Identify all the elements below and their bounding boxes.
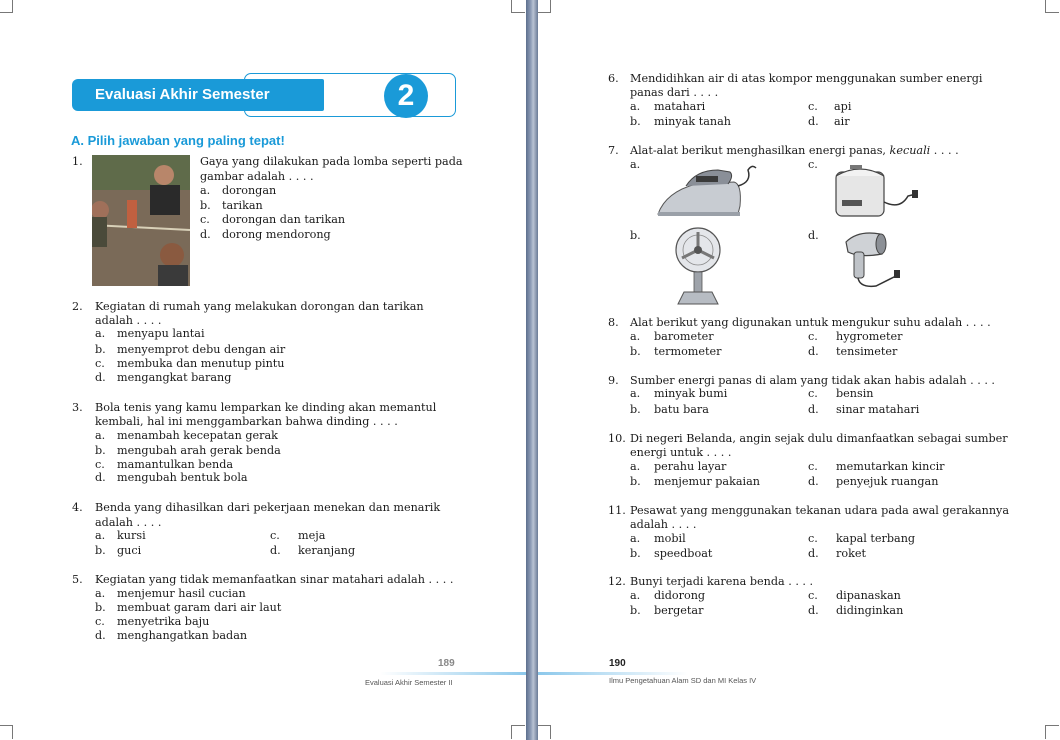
q2-line2: adalah . . . . [95, 314, 162, 327]
q8-opt-d: tensimeter [836, 345, 898, 358]
q2-opt-b-label: b. [95, 343, 106, 356]
crop-mark [0, 725, 13, 739]
q1-line2: gambar adalah . . . . [200, 170, 314, 183]
q5-opt-b: membuat garam dari air laut [117, 601, 282, 614]
q8-line1: Alat berikut yang digunakan untuk mengukur suhu adalah . . . . [630, 316, 991, 329]
q8-opt-a-label: a. [630, 330, 641, 343]
q6-opt-d: air [834, 115, 850, 128]
q6-opt-a-label: a. [630, 100, 641, 113]
q4-number: 4. [72, 501, 83, 514]
q2-opt-d-label: d. [95, 371, 106, 384]
q10-opt-c-label: c. [808, 460, 818, 473]
q2-line1: Kegiatan di rumah yang melakukan dorongan dan tarikan [95, 300, 424, 313]
q12-line1: Bunyi terjadi karena benda . . . . [630, 575, 814, 588]
q8-opt-a: barometer [654, 330, 714, 343]
footer-right: Ilmu Pengetahuan Alam SD dan MI Kelas IV [609, 676, 757, 685]
footer-line [380, 672, 526, 675]
q11-number: 11. [608, 504, 626, 517]
q4-opt-a-label: a. [95, 529, 106, 542]
q3-opt-c: mamantulkan benda [117, 458, 234, 471]
q11-opt-a: mobil [654, 532, 686, 545]
q10-line2: energi untuk . . . . [630, 446, 732, 459]
footer-line [538, 672, 688, 675]
q8-opt-b: termometer [654, 345, 722, 358]
q9-opt-b-label: b. [630, 403, 641, 416]
page-number-left: 189 [438, 658, 455, 669]
footer-left: Evaluasi Akhir Semester II [365, 678, 453, 687]
q7-opt-a-label: a. [630, 158, 641, 171]
q12-number: 12. [608, 575, 626, 588]
q9-opt-c-label: c. [808, 387, 818, 400]
q8-opt-c: hygrometer [836, 330, 903, 343]
crop-mark [0, 0, 13, 13]
q4-opt-b: guci [117, 544, 142, 557]
q1-number: 1. [72, 155, 83, 168]
q12-opt-c-label: c. [808, 589, 818, 602]
q7-line1: Alat-alat berikut menghasilkan energi panas, kecuali . . . . [630, 144, 959, 157]
q3-opt-a-label: a. [95, 429, 106, 442]
crop-mark [538, 0, 551, 13]
q5-opt-a-label: a. [95, 587, 106, 600]
iron-image [656, 162, 758, 220]
q4-opt-a: kursi [117, 529, 146, 542]
q10-opt-a: perahu layar [654, 460, 727, 473]
q3-number: 3. [72, 401, 83, 414]
q3-opt-d: mengubah bentuk bola [117, 471, 248, 484]
q2-opt-b: menyemprot debu dengan air [117, 343, 286, 356]
page-number-right: 190 [609, 658, 626, 669]
tug-of-war-photo [92, 155, 190, 286]
chapter-header [72, 79, 324, 111]
q11-line2: adalah . . . . [630, 518, 697, 531]
q12-opt-d-label: d. [808, 604, 819, 617]
q3-opt-d-label: d. [95, 471, 106, 484]
q4-opt-b-label: b. [95, 544, 106, 557]
q4-opt-c-label: c. [270, 529, 280, 542]
q5-opt-c-label: c. [95, 615, 105, 628]
q9-opt-a-label: a. [630, 387, 641, 400]
q8-opt-b-label: b. [630, 345, 641, 358]
q2-opt-d: mengangkat barang [117, 371, 232, 384]
q11-opt-a-label: a. [630, 532, 641, 545]
q10-opt-b-label: b. [630, 475, 641, 488]
q5-number: 5. [72, 573, 83, 586]
q7-emphasis: kecuali [889, 144, 931, 157]
q9-opt-d-label: d. [808, 403, 819, 416]
q8-number: 8. [608, 316, 619, 329]
q9-line1: Sumber energi panas di alam yang tidak akan habis adalah . . . . [630, 374, 995, 387]
q3-opt-a: menambah kecepatan gerak [117, 429, 278, 442]
q7-opt-b-label: b. [630, 229, 641, 242]
chapter-number: 2 [384, 74, 428, 118]
q12-opt-b: bergetar [654, 604, 704, 617]
q4-line2: adalah . . . . [95, 516, 162, 529]
q1-opt-b: tarikan [222, 199, 263, 212]
q2-number: 2. [72, 300, 83, 313]
crop-mark [538, 725, 551, 739]
q2-opt-c: membuka dan menutup pintu [117, 357, 285, 370]
q1-opt-c-label: c. [200, 213, 210, 226]
q6-opt-c-label: c. [808, 100, 818, 113]
q11-opt-b: speedboat [654, 547, 713, 560]
q11-opt-c-label: c. [808, 532, 818, 545]
q11-opt-d: roket [836, 547, 866, 560]
q5-opt-b-label: b. [95, 601, 106, 614]
q12-opt-d: didinginkan [836, 604, 904, 617]
q4-opt-d: keranjang [298, 544, 356, 557]
q5-opt-d-label: d. [95, 629, 106, 642]
section-title: A. Pilih jawaban yang paling tepat! [71, 133, 285, 148]
q9-opt-b: batu bara [654, 403, 709, 416]
q2-opt-a-label: a. [95, 327, 106, 340]
q2-opt-a: menyapu lantai [117, 327, 205, 340]
q2-opt-c-label: c. [95, 357, 105, 370]
q6-line2: panas dari . . . . [630, 86, 719, 99]
q1-line1: Gaya yang dilakukan pada lomba seperti pada [200, 155, 463, 168]
q1-opt-b-label: b. [200, 199, 211, 212]
q12-opt-b-label: b. [630, 604, 641, 617]
q5-opt-c: menyetrika baju [117, 615, 210, 628]
rice-cooker-image [830, 160, 922, 218]
q10-opt-d: penyejuk ruangan [836, 475, 939, 488]
q1-opt-d-label: d. [200, 228, 211, 241]
q6-line1: Mendidihkan air di atas kompor menggunakan sumber energi [630, 72, 983, 85]
q4-line1: Benda yang dihasilkan dari pekerjaan menekan dan menarik [95, 501, 441, 514]
q10-opt-c: memutarkan kincir [836, 460, 945, 473]
q10-opt-d-label: d. [808, 475, 819, 488]
left-page [0, 0, 526, 740]
q3-opt-b-label: b. [95, 444, 106, 457]
q6-opt-b: minyak tanah [654, 115, 731, 128]
right-page [538, 0, 1060, 740]
q9-opt-d: sinar matahari [836, 403, 920, 416]
q3-opt-b: mengubah arah gerak benda [117, 444, 281, 457]
q6-number: 6. [608, 72, 619, 85]
q11-opt-b-label: b. [630, 547, 641, 560]
q7-opt-d-label: d. [808, 229, 819, 242]
q10-number: 10. [608, 432, 626, 445]
q7-opt-c-label: c. [808, 158, 818, 171]
q3-line2: kembali, hal ini menggambarkan bahwa dinding . . . . [95, 415, 398, 428]
q10-opt-a-label: a. [630, 460, 641, 473]
q11-line1: Pesawat yang menggunakan tekanan udara pada awal gerakannya [630, 504, 1010, 517]
q6-opt-a: matahari [654, 100, 706, 113]
q9-opt-a: minyak bumi [654, 387, 728, 400]
header-title: Evaluasi Akhir Semester [95, 86, 270, 103]
q9-opt-c: bensin [836, 387, 874, 400]
q1-opt-d: dorong mendorong [222, 228, 331, 241]
q6-opt-b-label: b. [630, 115, 641, 128]
q4-opt-d-label: d. [270, 544, 281, 557]
q6-opt-d-label: d. [808, 115, 819, 128]
q3-line1: Bola tenis yang kamu lemparkan ke dinding akan memantul [95, 401, 437, 414]
q3-opt-c-label: c. [95, 458, 105, 471]
q5-line1: Kegiatan yang tidak memanfaatkan sinar matahari adalah . . . . [95, 573, 454, 586]
q12-opt-c: dipanaskan [836, 589, 901, 602]
book-spine [526, 0, 538, 740]
q11-opt-c: kapal terbang [836, 532, 916, 545]
q5-opt-a: menjemur hasil cucian [117, 587, 246, 600]
q1-opt-c: dorongan dan tarikan [222, 213, 346, 226]
q1-opt-a: dorongan [222, 184, 277, 197]
q9-number: 9. [608, 374, 619, 387]
q6-opt-c: api [834, 100, 852, 113]
q5-opt-d: menghangatkan badan [117, 629, 248, 642]
q8-opt-d-label: d. [808, 345, 819, 358]
hair-dryer-image [840, 228, 906, 292]
q8-opt-c-label: c. [808, 330, 818, 343]
fan-image [672, 226, 724, 306]
crop-mark [1045, 0, 1059, 13]
q4-opt-c: meja [298, 529, 326, 542]
q7-number: 7. [608, 144, 619, 157]
crop-mark [1045, 725, 1059, 739]
q12-opt-a-label: a. [630, 589, 641, 602]
crop-mark [511, 0, 525, 13]
q12-opt-a: didorong [654, 589, 706, 602]
q1-opt-a-label: a. [200, 184, 211, 197]
q10-line1: Di negeri Belanda, angin sejak dulu dimanfaatkan sebagai sumber [630, 432, 1008, 445]
crop-mark [511, 725, 525, 739]
q11-opt-d-label: d. [808, 547, 819, 560]
q10-opt-b: menjemur pakaian [654, 475, 760, 488]
